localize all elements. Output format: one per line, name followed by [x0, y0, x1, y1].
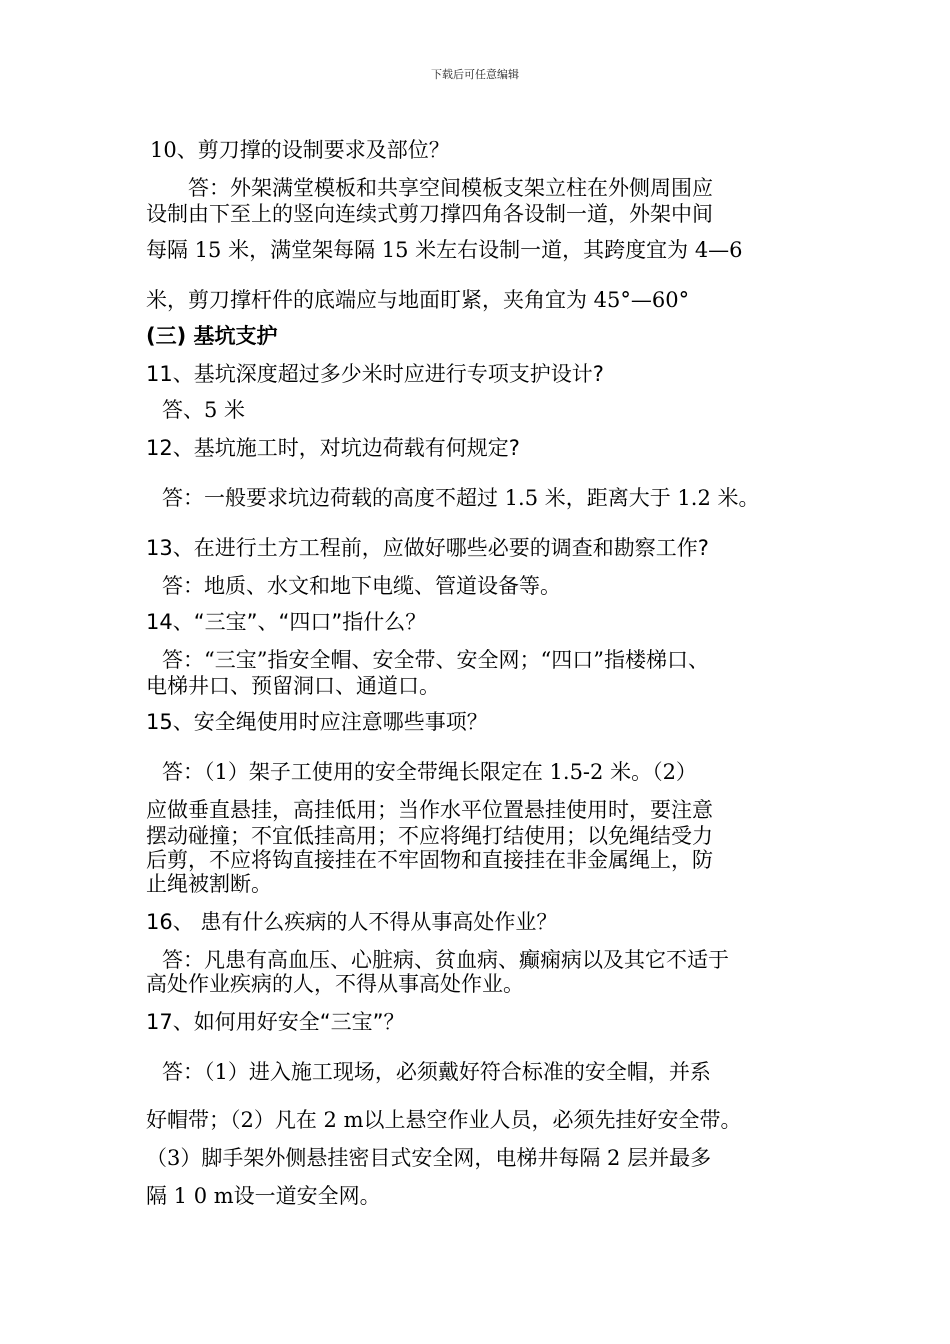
text-line: 12、基坑施工时，对坑边荷载有何规定? — [146, 436, 520, 460]
text-line: 答：（1）架子工使用的安全带绳长限定在 1.5-2 米。（2） — [162, 760, 697, 784]
text-line: 11、基坑深度超过多少米时应进行专项支护设计? — [146, 362, 604, 386]
text-line: 答：外架满堂模板和共享空间模板支架立柱在外侧周围应 — [188, 176, 713, 200]
text-line: 后剪，不应将钩直接挂在不牢固物和直接挂在非金属绳上，防 — [146, 848, 713, 872]
text-line: 15、安全绳使用时应注意哪些事项？ — [146, 710, 488, 734]
text-line: 止绳被割断。 — [146, 872, 272, 896]
text-line: 隔 1 0 m设一道安全网。 — [146, 1184, 381, 1208]
text-line: 14、“三宝”、“四口”指什么？ — [146, 610, 427, 634]
text-line: 应做垂直悬挂，高挂低用；当作水平位置悬挂使用时，要注意 — [146, 798, 713, 822]
text-line: 16、 患有什么疾病的人不得从事高处作业？ — [146, 910, 558, 934]
text-line: 好帽带；（2）凡在 2 m以上悬空作业人员，必须先挂好安全带。 — [146, 1108, 742, 1132]
text-line: （3）脚手架外侧悬挂密目式安全网，电梯井每隔 2 层并最多 — [146, 1146, 712, 1170]
text-line: 答：（1）进入施工现场，必须戴好符合标准的安全帽，并系 — [162, 1060, 711, 1084]
text-line: 电梯井口、预留洞口、通道口。 — [146, 674, 440, 698]
text-line: 高处作业疾病的人，不得从事高处作业。 — [146, 972, 524, 996]
text-line: 17、如何用好安全“三宝”？ — [146, 1010, 405, 1034]
text-line: 10、剪刀撑的设制要求及部位？ — [150, 138, 450, 162]
text-line: 答：凡患有高血压、心脏病、贫血病、癫痫病以及其它不适于 — [162, 948, 729, 972]
text-line: 13、在进行土方工程前，应做好哪些必要的调查和勘察工作? — [146, 536, 709, 560]
page-header: 下载后可任意编辑 — [431, 68, 519, 81]
text-line: 答、5 米 — [162, 398, 246, 422]
text-line: 每隔 15 米，满堂架每隔 15 米左右设制一道，其跨度宜为 4—6 — [146, 238, 743, 262]
text-line: 答：一般要求坑边荷载的高度不超过 1.5 米，距离大于 1.2 米。 — [162, 486, 760, 510]
text-line: (三) 基坑支护 — [146, 324, 278, 348]
text-line: 答：“三宝”指安全帽、安全带、安全网；“四口”指楼梯口、 — [162, 648, 709, 672]
text-line: 米，剪刀撑杆件的底端应与地面盯紧，夹角宜为 45°—60° — [146, 288, 690, 312]
text-line: 设制由下至上的竖向连续式剪刀撑四角各设制一道，外架中间 — [146, 202, 713, 226]
text-line: 摆动碰撞；不宜低挂高用；不应将绳打结使用；以免绳结受力 — [146, 824, 713, 848]
text-line: 答：地质、水文和地下电缆、管道设备等。 — [162, 574, 561, 598]
